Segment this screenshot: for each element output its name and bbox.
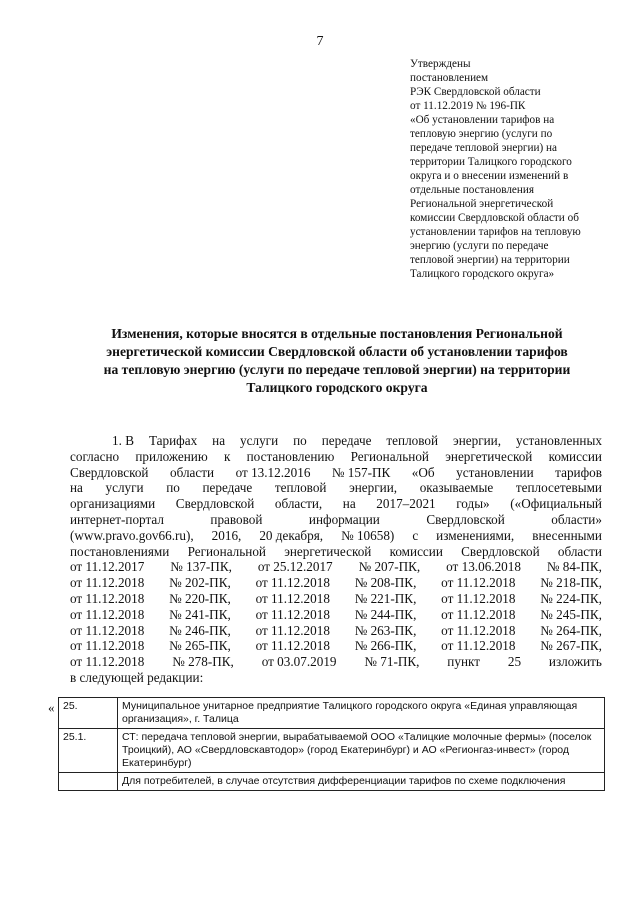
approval-line: от 11.12.2019 № 196-ПК bbox=[410, 100, 526, 112]
paragraph-word: № 221-ПК, bbox=[354, 590, 417, 606]
approval-line: комиссии Свердловской области об bbox=[410, 212, 579, 224]
paragraph-word: информации bbox=[308, 511, 380, 527]
paragraph-word: № 224-ПК, bbox=[540, 590, 602, 606]
paragraph-line bbox=[70, 607, 602, 623]
paragraph-word: оказываемые bbox=[419, 480, 494, 496]
paragraph-word: № 157-ПК bbox=[331, 464, 391, 480]
paragraph-word: от 11.12.2018 bbox=[70, 638, 145, 654]
paragraph-word: 25 bbox=[507, 654, 522, 670]
paragraph-word: Свердловской bbox=[426, 511, 505, 527]
paragraph-word: № 71-ПК, bbox=[364, 654, 420, 670]
paragraph-word: Свердловской bbox=[175, 496, 255, 512]
paragraph-word: от 11.12.2018 bbox=[255, 606, 330, 622]
approval-line: передаче тепловой энергии) на bbox=[410, 142, 557, 154]
paragraph-word: постановлениями bbox=[70, 543, 170, 559]
paragraph-word: Региональной bbox=[187, 543, 266, 559]
paragraph-word: от 11.12.2018 bbox=[441, 606, 516, 622]
paragraph-line bbox=[70, 480, 602, 496]
row-number-cell: 25. bbox=[59, 698, 118, 729]
heading-line: Изменения, которые вносятся в отдельные постановления Региональной bbox=[111, 326, 563, 341]
approval-line: Талицкого городского округа» bbox=[410, 268, 555, 280]
paragraph-word: постановлению bbox=[246, 448, 335, 464]
paragraph-word: № 207-ПК, bbox=[358, 559, 421, 575]
paragraph-word: № 208-ПК, bbox=[354, 575, 417, 591]
paragraph-word: энергии, bbox=[453, 433, 502, 448]
approval-line: отдельные постановления bbox=[410, 184, 534, 196]
paragraph-word: энергии, bbox=[349, 480, 398, 496]
paragraph-word: Тарифах bbox=[148, 433, 198, 448]
paragraph-word: области» bbox=[551, 511, 602, 527]
paragraph-line bbox=[70, 654, 602, 670]
heading-line: на тепловую энергию (услуги по передаче тепловой энергии) на территории bbox=[103, 362, 571, 377]
paragraph-word: № 10658) bbox=[341, 527, 395, 543]
paragraph-word: Региональной bbox=[350, 448, 429, 464]
paragraph-word: от 11.12.2018 bbox=[255, 590, 330, 606]
paragraph-word: комиссии bbox=[548, 448, 602, 464]
amendment-paragraph bbox=[70, 433, 602, 686]
row-text-cell: Для потребителей, в случае отсутствия дифференциации тарифов по схеме подключения bbox=[118, 773, 605, 791]
paragraph-word: от 11.12.2018 bbox=[70, 654, 145, 670]
paragraph-word: в следующей редакции: bbox=[70, 669, 204, 685]
paragraph-word: № 246-ПК, bbox=[169, 622, 231, 638]
paragraph-line bbox=[70, 449, 602, 465]
paragraph-word: установленных bbox=[516, 433, 602, 448]
paragraph-word: 1. В bbox=[112, 433, 134, 448]
document-heading bbox=[72, 325, 602, 397]
paragraph-word: от 25.12.2017 bbox=[257, 559, 333, 575]
paragraph-word: № 137-ПК, bbox=[170, 559, 232, 575]
approval-line: постановлением bbox=[410, 72, 489, 84]
heading-line: энергетической комиссии Свердловской области об установлении тарифов bbox=[106, 344, 568, 359]
paragraph-word: № 84-ПК, bbox=[546, 559, 602, 575]
paragraph-word: по bbox=[166, 480, 180, 496]
paragraph-word: услуги bbox=[240, 433, 279, 448]
approval-line: энергию (услуги по передаче bbox=[410, 240, 549, 252]
opening-quote: « bbox=[48, 700, 55, 715]
paragraph-word: тарифов bbox=[555, 464, 602, 480]
paragraph-word: тепловой bbox=[386, 433, 439, 448]
paragraph-word: № 244-ПК, bbox=[354, 606, 417, 622]
approval-line: округа и о внесении изменений в bbox=[410, 170, 569, 182]
paragraph-word: области, bbox=[274, 496, 323, 512]
paragraph-word: к bbox=[223, 448, 231, 464]
paragraph-word: от 11.12.2018 bbox=[70, 590, 145, 606]
paragraph-word: на bbox=[342, 496, 356, 512]
paragraph-word: от 11.12.2018 bbox=[70, 622, 145, 638]
paragraph-word: от 11.12.2018 bbox=[70, 606, 145, 622]
paragraph-word: от 11.12.2018 bbox=[255, 622, 330, 638]
paragraph-word: от 13.12.2016 bbox=[235, 464, 311, 480]
paragraph-line bbox=[70, 591, 602, 607]
paragraph-word: пункт bbox=[447, 654, 481, 670]
paragraph-word: комиссии bbox=[389, 543, 443, 559]
approval-block bbox=[410, 57, 620, 281]
paragraph-word: передаче bbox=[202, 480, 253, 496]
paragraph-word: («Официальный bbox=[510, 496, 602, 512]
paragraph-word: № 266-ПК, bbox=[354, 638, 417, 654]
paragraph-line bbox=[70, 623, 602, 639]
paragraph-word: с bbox=[412, 527, 419, 543]
paragraph-word: области bbox=[557, 543, 602, 559]
paragraph-word: № 202-ПК, bbox=[169, 575, 231, 591]
table-row bbox=[59, 729, 605, 773]
approval-line: Утверждены bbox=[410, 58, 471, 70]
paragraph-word: по bbox=[293, 433, 307, 448]
paragraph-line bbox=[70, 465, 602, 481]
paragraph-word: изменениями, bbox=[436, 527, 515, 543]
paragraph-word: от 11.12.2018 bbox=[441, 638, 516, 654]
paragraph-word: установлении bbox=[456, 464, 534, 480]
row-number-cell bbox=[59, 773, 118, 791]
paragraph-line bbox=[70, 528, 602, 544]
paragraph-word: на bbox=[70, 480, 83, 496]
paragraph-line bbox=[70, 559, 602, 575]
paragraph-word: от 11.12.2018 bbox=[70, 575, 145, 591]
paragraph-word: Свердловской bbox=[70, 464, 149, 480]
paragraph-line bbox=[70, 670, 602, 686]
paragraph-word: № 218-ПК, bbox=[540, 575, 602, 591]
paragraph-word: № 245-ПК, bbox=[540, 606, 602, 622]
paragraph-word: области bbox=[170, 464, 215, 480]
paragraph-word: организациями bbox=[70, 496, 156, 512]
paragraph-word: теплосетевыми bbox=[515, 480, 602, 496]
paragraph-word: «Об bbox=[411, 464, 435, 480]
approval-line: тепловую энергию (услуги по bbox=[410, 128, 553, 140]
paragraph-word: № 267-ПК, bbox=[540, 638, 602, 654]
paragraph-line bbox=[70, 496, 602, 512]
paragraph-word: на bbox=[212, 433, 226, 448]
paragraph-word: 2017–2021 bbox=[376, 496, 436, 512]
paragraph-word: № 264-ПК, bbox=[540, 622, 602, 638]
paragraph-word: тепловой bbox=[274, 480, 327, 496]
row-text-cell: Муниципальное унитарное предприятие Талицкого городского округа «Единая управляющая организация», г. Талица bbox=[118, 698, 605, 729]
paragraph-line bbox=[70, 512, 602, 528]
paragraph-word: годы» bbox=[456, 496, 490, 512]
paragraph-word: 2016, bbox=[211, 527, 242, 543]
paragraph-word: приложению bbox=[135, 448, 208, 464]
approval-line: территории Талицкого городского bbox=[410, 156, 572, 168]
paragraph-line bbox=[70, 433, 602, 449]
paragraph-word: от 11.12.2018 bbox=[255, 638, 330, 654]
paragraph-word: № 241-ПК, bbox=[169, 606, 231, 622]
page-number: 7 bbox=[316, 34, 324, 49]
paragraph-word: интернет-портал bbox=[70, 511, 164, 527]
paragraph-word: № 265-ПК, bbox=[169, 638, 231, 654]
paragraph-word: от 13.06.2018 bbox=[446, 559, 521, 575]
paragraph-word: № 220-ПК, bbox=[169, 590, 231, 606]
approval-line: Региональной энергетической bbox=[410, 198, 554, 210]
paragraph-word: энергетической bbox=[284, 543, 372, 559]
approval-line: тепловой энергии) на территории bbox=[410, 254, 570, 266]
paragraph-word: от 11.12.2018 bbox=[441, 622, 516, 638]
paragraph-word: от 03.07.2019 bbox=[261, 654, 337, 670]
paragraph-word: № 278-ПК, bbox=[172, 654, 234, 670]
approval-line: установлении тарифов на тепловую bbox=[410, 226, 581, 238]
paragraph-word: 20 декабря, bbox=[259, 527, 324, 543]
approval-line: РЭК Свердловской области bbox=[410, 86, 541, 98]
heading-line: Талицкого городского округа bbox=[246, 380, 428, 395]
paragraph-word: от 11.12.2018 bbox=[255, 575, 330, 591]
approval-line: «Об установлении тарифов на bbox=[410, 114, 555, 126]
paragraph-word: от 11.12.2017 bbox=[70, 559, 145, 575]
paragraph-word: № 263-ПК, bbox=[354, 622, 417, 638]
row-text-cell: СТ: передача тепловой энергии, вырабатываемой ООО «Талицкие молочные фермы» (поселок Троицкий), АО «Свердловскавтодор» (город Екатеринбург) и АО «Регионгаз-инвест» (город Екатеринбург) bbox=[118, 729, 605, 773]
paragraph-line bbox=[70, 575, 602, 591]
paragraph-word: от 11.12.2018 bbox=[441, 590, 516, 606]
paragraph-word: согласно bbox=[70, 448, 120, 464]
row-number-cell: 25.1. bbox=[59, 729, 118, 773]
paragraph-word: внесенными bbox=[532, 527, 602, 543]
paragraph-word: услуги bbox=[105, 480, 144, 496]
tariff-table bbox=[58, 697, 605, 791]
paragraph-word: передаче bbox=[321, 433, 372, 448]
paragraph-word: правовой bbox=[210, 511, 263, 527]
paragraph-line bbox=[70, 638, 602, 654]
paragraph-word: от 11.12.2018 bbox=[441, 575, 516, 591]
paragraph-word: энергетической bbox=[445, 448, 533, 464]
table-row bbox=[59, 773, 605, 791]
paragraph-word: изложить bbox=[548, 654, 602, 670]
paragraph-word: (www.pravo.gov66.ru), bbox=[70, 527, 194, 543]
table-row bbox=[59, 698, 605, 729]
paragraph-line bbox=[70, 544, 602, 560]
paragraph-word: Свердловской bbox=[461, 543, 540, 559]
